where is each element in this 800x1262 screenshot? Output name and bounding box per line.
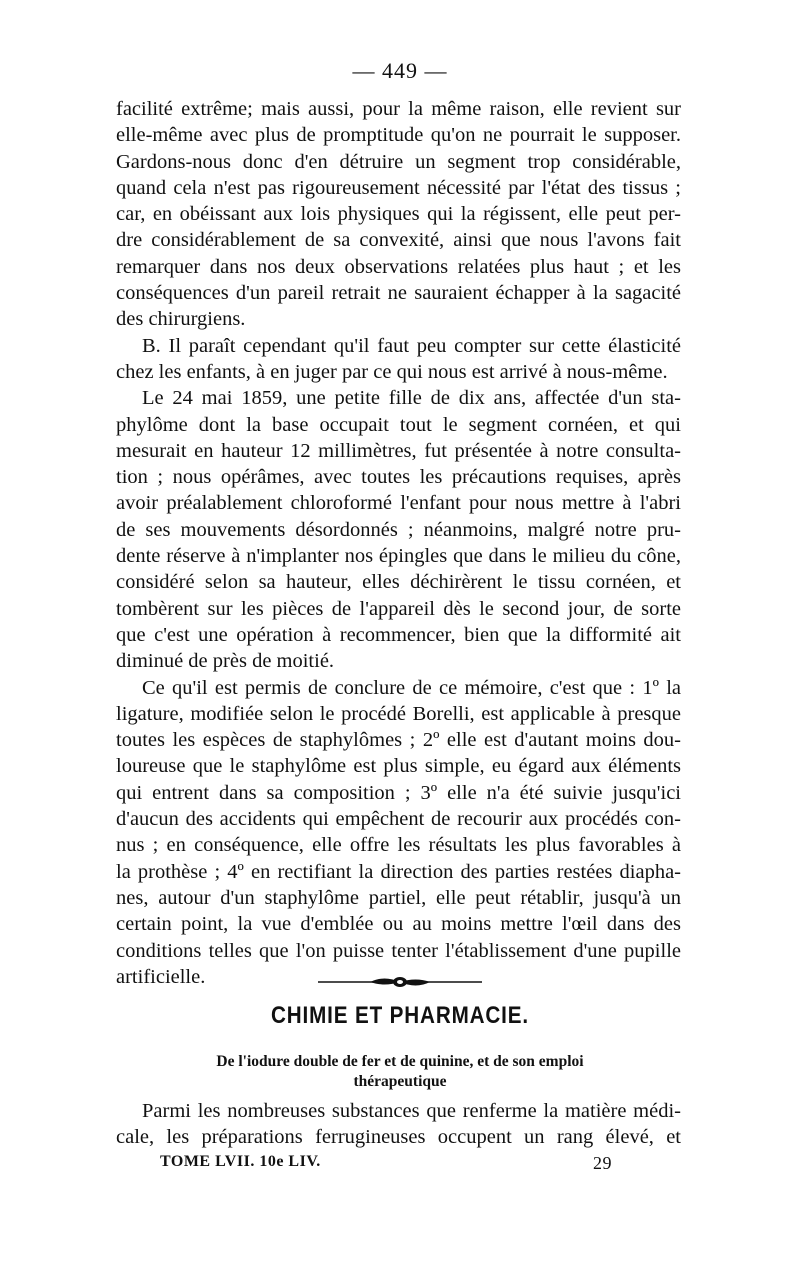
text-line: mesurait en hauteur 12 millimètres, fut présentée à notre consulta-: [116, 439, 681, 462]
article-title-line: De l'iodure double de fer et de quinine, et de son emploi: [216, 1053, 584, 1070]
text-line: elle-même avec plus de promptitude qu'on ne pourrait le supposer.: [116, 124, 681, 147]
text-line: dente réserve à n'implanter nos épingles que dans le milieu du cône,: [116, 545, 681, 568]
text-line: loureuse que le staphylôme est plus simple, eu égard aux éléments: [116, 755, 681, 778]
text-line: Parmi les nombreuses substances que renferme la matière médi-: [142, 1100, 681, 1122]
text-line: B. Il paraît cependant qu'il faut peu compter sur cette élasticité: [142, 334, 681, 357]
page-number: — 449 —: [352, 58, 448, 83]
text-line: nes, autour d'un staphylôme partiel, elle peut rétablir, jusqu'à un: [116, 886, 681, 909]
article-body: [116, 1098, 681, 1151]
page-footer: [160, 1153, 612, 1171]
text-line: des chirurgiens.: [116, 308, 246, 331]
text-line: car, en obéissant aux lois physiques qui la régissent, elle peut per-: [116, 203, 681, 226]
text-line: Ce qu'il est permis de conclure de ce mémoire, c'est que : 1º la: [142, 676, 681, 699]
text-line: quand cela n'est pas rigoureusement nécessité par l'état des tissus ;: [116, 176, 681, 199]
text-line: dre considérablement de sa convexité, ainsi que nous l'avons fait: [116, 229, 681, 252]
section-divider-ornament: [318, 972, 482, 992]
text-line: de ses mouvements désordonnés ; néanmoins, malgré notre pru-: [116, 518, 681, 541]
text-line: nus ; en conséquence, elle offre les résultats les plus favorables à: [116, 834, 681, 857]
text-line: artificielle.: [116, 965, 206, 988]
text-line: facilité extrême; mais aussi, pour la même raison, elle revient sur: [116, 98, 681, 120]
text-line: conséquences d'un pareil retrait ne sauraient échapper à la sagacité: [116, 282, 681, 305]
text-line: conditions telles que l'on puisse tenter l'établissement d'une pupille: [116, 939, 681, 962]
text-line: considéré selon sa hauteur, elles déchirèrent le tissu cornéen, et: [116, 571, 681, 594]
text-line: que c'est une opération à recommencer, bien que la difformité ait: [116, 623, 681, 646]
volume-signature: TOME LVII. 10e LIV.: [160, 1153, 321, 1170]
text-line: tion ; nous opérâmes, avec toutes les précautions requises, après: [116, 466, 681, 489]
text-line: Gardons-nous donc d'en détruire un segment trop considérable,: [116, 150, 681, 173]
text-line: ligature, modifiée selon le procédé Borelli, est applicable à presque: [116, 702, 681, 725]
section-heading: CHIMIE ET PHARMACIE.: [270, 1002, 529, 1029]
text-line: la prothèse ; 4º en rectifiant la direction des parties restées diapha-: [116, 860, 681, 883]
body-text: [116, 96, 681, 990]
text-line: certain point, la vue d'emblée ou au moins mettre l'œil dans des: [116, 913, 681, 936]
gathering-number: 29: [593, 1153, 612, 1173]
article-title: [0, 1052, 800, 1092]
text-line: cale, les préparations ferrugineuses occupent un rang élevé, et: [116, 1126, 681, 1149]
text-line: chez les enfants, à en juger par ce qui nous est arrivé à nous-même.: [116, 360, 668, 383]
text-line: avoir préalablement chloroformé l'enfant pour nous mettre à l'abri: [116, 492, 681, 515]
text-line: Le 24 mai 1859, une petite fille de dix ans, affectée d'un sta-: [142, 387, 681, 410]
text-line: toutes les espèces de staphylômes ; 2º elle est d'autant moins dou-: [116, 729, 681, 752]
text-line: diminué de près de moitié.: [116, 650, 335, 673]
article-title-line: thérapeutique: [353, 1073, 447, 1090]
text-line: qui entrent dans sa composition ; 3º elle n'a été suivie jusqu'ici: [116, 781, 681, 804]
text-line: d'aucun des accidents qui empêchent de recourir aux procédés con-: [116, 808, 681, 831]
text-line: tombèrent sur les pièces de l'appareil dès le second jour, de sorte: [116, 597, 681, 620]
text-line: phylôme dont la base occupait tout le segment cornéen, et qui: [116, 413, 681, 436]
text-line: remarquer dans nos deux observations relatées plus haut ; et les: [116, 255, 681, 278]
